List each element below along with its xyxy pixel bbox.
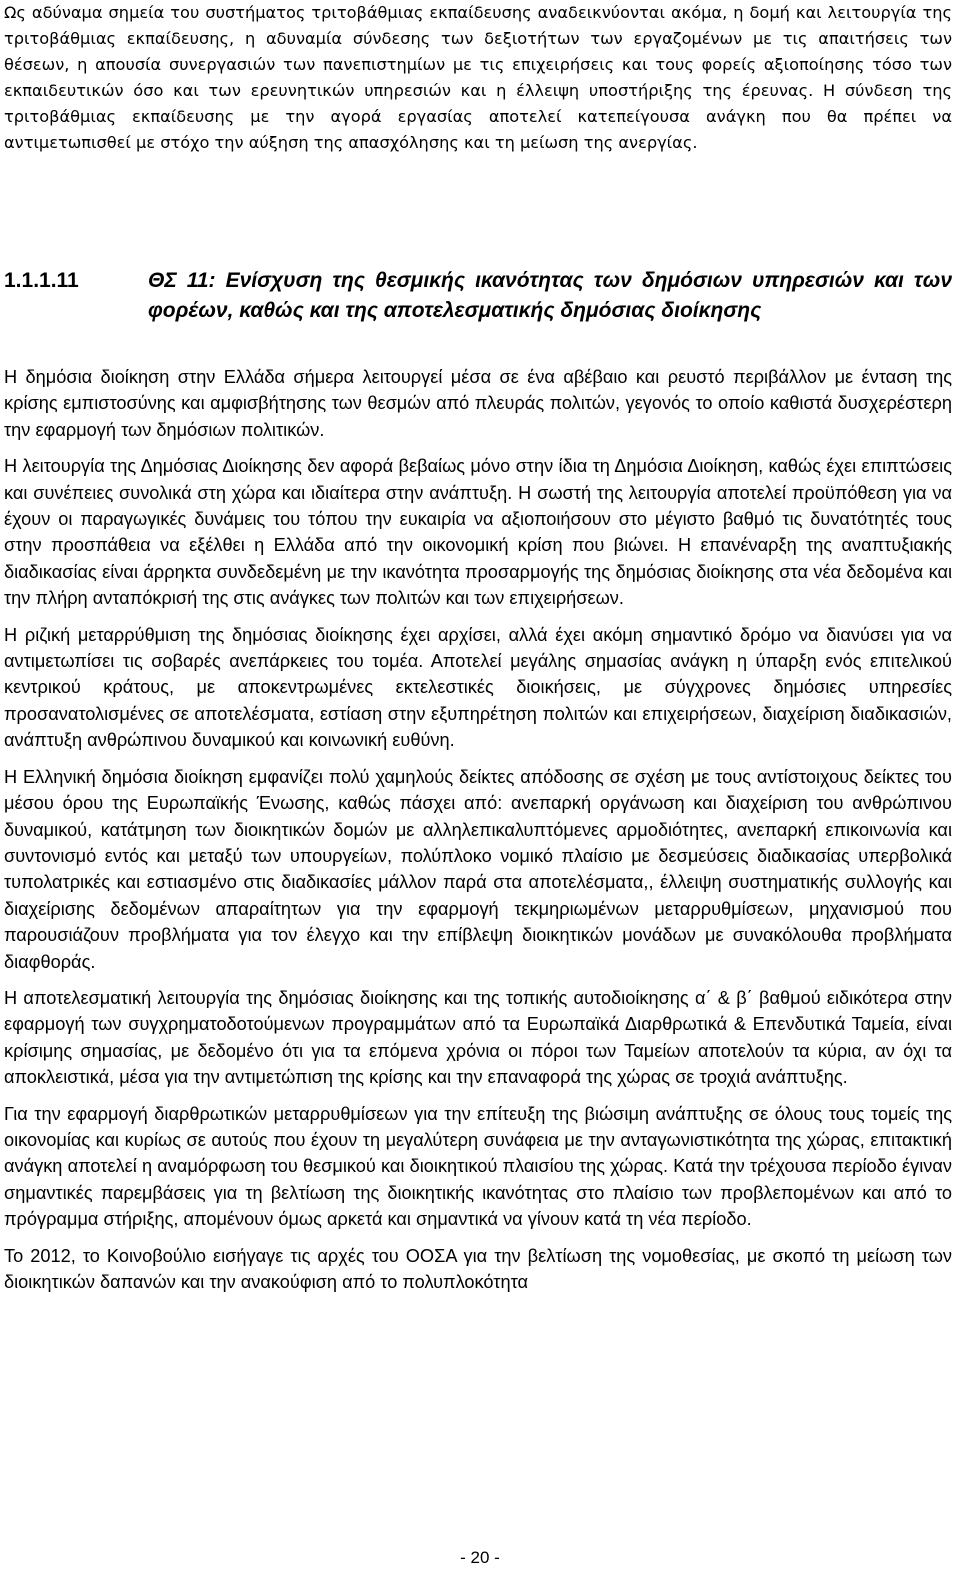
- body-paragraph: Η ριζική μεταρρύθμιση της δημόσιας διοίκησης έχει αρχίσει, αλλά έχει ακόμη σημαντικό δρόμο να διανύσει για να αντιμετωπίσει τις σοβαρές ανεπάρκειες του τομέα. Αποτελεί μεγάλης σημασίας ανάγκη η ύπαρξη ενός επιτελικού κεντρικού κράτους, με αποκεντρωμένες εκτελεστικές διοικήσεις, με σύγχρονες δημόσιες υπηρεσίες προσανατολισμένες σε αποτελέσματα, εστίαση στην εξυπηρέτηση πολιτών και επιχειρήσεων, διαχείριση διαδικασιών, ανάπτυξη ανθρώπινου δυναμικού και κοινωνική ευθύνη.: [4, 624, 952, 751]
- body-paragraph: Η δημόσια διοίκηση στην Ελλάδα σήμερα λειτουργεί μέσα σε ένα αβέβαιο και ρευστό περιβάλλον με ένταση της κρίσης εμπιστοσύνης και αμφισβήτησης των θεσμών από πλευράς πολιτών, γεγονός το οποίο καθιστά δυσχερέστερη την εφαρμογή των δημόσιων πολιτικών.: [4, 367, 952, 440]
- page-number: - 20 -: [460, 1548, 500, 1567]
- body-paragraph: Η λειτουργία της Δημόσιας Διοίκησης δεν αφορά βεβαίως μόνο στην ίδια τη Δημόσια Διοίκηση, καθώς έχει επιπτώσεις και συνέπειες συνολικά στη χώρα και ιδιαίτερα στην ανάπτυξη. Η σωστή της λειτουργία αποτελεί προϋπόθεση για να έχουν οι παραγωγικές δυνάμεις του τόπου την ευκαιρία να αξιοποιήσουν στο μέγιστο βαθμό τις δυνατότητές τους στην προσπάθεια να εξέλθει η Ελλάδα από την οικονομική κρίση που βιώνει. Η επανέναρξη της αναπτυξιακής διαδικασίας είναι άρρηκτα συνδεδεμένη με την ικανότητα προσαρμογής της δημόσιας διοίκησης στα νέα δεδομένα και την πλήρη ανταπόκρισή της στις ανάγκες των πολιτών και των επιχειρήσεων.: [4, 456, 952, 609]
- body-paragraph: Η Ελληνική δημόσια διοίκηση εμφανίζει πολύ χαμηλούς δείκτες απόδοσης σε σχέση με τους αντίστοιχους δείκτες του μέσου όρου της Ευρωπαϊκής Ένωσης, καθώς πάσχει από: ανεπαρκή οργάνωση και διαχείριση του ανθρώπινου δυναμικού, κατάτμηση των διοικητικών δομών με αλληλεπικαλυπτόμενες αρμοδιότητες, ανεπαρκή επικοινωνία και συντονισμό εντός και μεταξύ των υπουργείων, πολύπλοκο νομικό πλαίσιο με δεσμεύσεις διαδικασίας υπερβολικά τυπολατρικές και εστιασμένο στις διαδικασίες μάλλον παρά στα αποτελέσματα,, έλλειψη συστηματικής συλλογής και διαχείρισης δεδομένων απαραίτητων για την εφαρμογή τεκμηριωμένων μεταρρυθμίσεων, μηχανισμού που παρουσιάζουν προβλήματα για τον έλεγχο και την επίβλεψη διοικητικών μονάδων με συνακόλουθα προβλήματα διαφθοράς.: [4, 766, 952, 972]
- section-title: ΘΣ 11: Ενίσχυση της θεσμικής ικανότητας των δημόσιων υπηρεσιών και των φορέων, καθώς και της αποτελεσματικής δημόσιας διοίκησης: [148, 269, 952, 322]
- body-paragraph: Για την εφαρμογή διαρθρωτικών μεταρρυθμίσεων για την επίτευξη της βιώσιμη ανάπτυξης σε όλους τους τομείς της οικονομίας και κυρίως σε αυτούς που έχουν τη μεγαλύτερη συνάφεια με την ανταγωνιστικότητα της χώρας, επιτακτική ανάγκη αποτελεί η αναμόρφωση του θεσμικού και διοικητικού πλαισίου της χώρας. Κατά την τρέχουσα περίοδο έγιναν σημαντικές παρεμβάσεις για τη βελτίωση της διοικητικής ικανότητας στο πλαίσιο των προβλεπομένων και από το πρόγραμμα στήριξης, απομένουν όμως αρκετά και σημαντικά να γίνουν κατά τη νέα περίοδο.: [4, 1103, 952, 1230]
- section-heading: [4, 266, 952, 326]
- body-paragraph: Η αποτελεσματική λειτουργία της δημόσιας διοίκησης και της τοπικής αυτοδιοίκησης α΄ & β΄ βαθμού ειδικότερα στην εφαρμογή των συγχρηματοδοτούμενων προγραμμάτων από τα Ευρωπαϊκά Διαρθρωτικά & Επενδυτικά Ταμεία, είναι κρίσιμης σημασίας, με δεδομένο ότι για τα επόμενα χρόνια οι πόροι των Ταμείων αποτελούν τα κύρια, αν όχι τα αποκλειστικά, μέσα για την αντιμετώπιση της κρίσης και την επαναφορά της χώρας σε τροχιά ανάπτυξης.: [4, 987, 952, 1088]
- section-body: [4, 364, 952, 1305]
- section-number: 1.1.1.11: [4, 269, 79, 292]
- body-paragraph: Το 2012, το Κοινοβούλιο εισήγαγε τις αρχές του ΟΟΣΑ για την βελτίωση της νομοθεσίας, με σκοπό τη μείωση των διοικητικών δαπανών και την ανακούφιση από το πολυπλοκότητα: [4, 1245, 952, 1292]
- intro-paragraph: Ως αδύναμα σημεία του συστήματος τριτοβάθμιας εκπαίδευσης αναδεικνύονται ακόμα, η δομή και λειτουργία της τριτοβάθμιας εκπαίδευσης, η αδυναμία σύνδεσης των δεξιοτήτων των εργαζομένων με τις απαιτήσεις των θέσεων, η απουσία συνεργασιών των πανεπιστημίων με τις επιχειρήσεις και τους φορείς αξιοποίησης τόσο των εκπαιδευτικών όσο και των ερευνητικών υπηρεσιών και η έλλειψη υποστήριξης της έρευνας. Η σύνδεση της τριτοβάθμιας εκπαίδευσης με την αγορά εργασίας αποτελεί κατεπείγουσα ανάγκη που θα πρέπει να αντιμετωπισθεί με στόχο την αύξηση της απασχόλησης και τη μείωση της ανεργίας.: [4, 3, 952, 152]
